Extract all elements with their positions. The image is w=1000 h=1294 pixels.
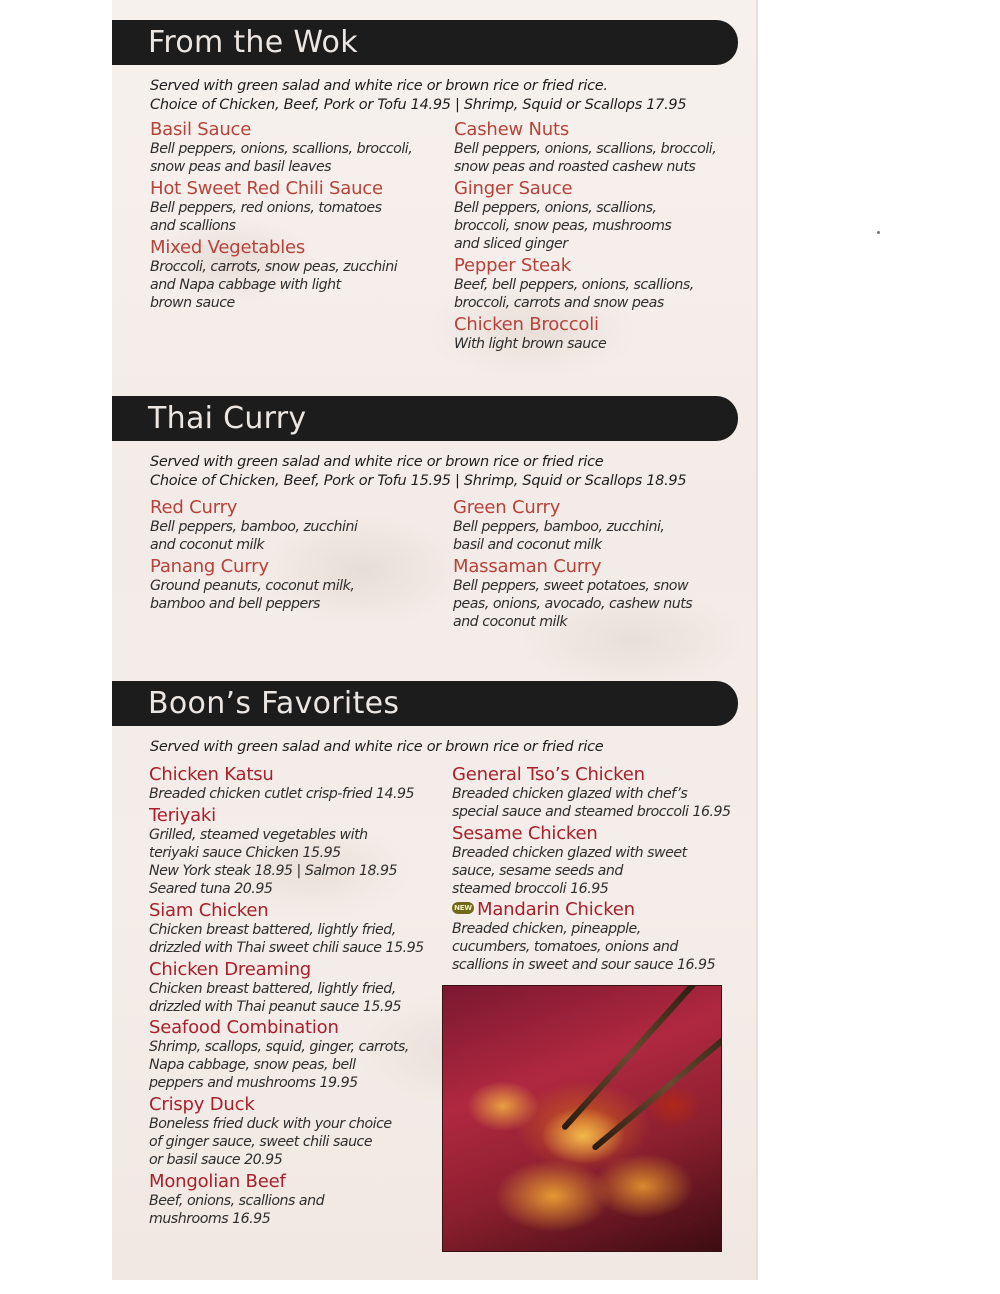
item-name: Pepper Steak [454, 255, 571, 276]
menu-item-chicken-katsu [149, 764, 449, 803]
item-desc: Grilled, steamed vegetables with [149, 827, 368, 843]
item-name: Siam Chicken [149, 900, 269, 921]
item-desc: and coconut milk [453, 614, 568, 630]
menu-item-basil-sauce [150, 119, 450, 176]
item-desc: of ginger sauce, sweet chili sauce [149, 1134, 373, 1150]
menu-item-sesame-chicken [452, 823, 752, 898]
menu-item-general-tsos-chicken [452, 764, 752, 821]
item-desc: Breaded chicken cutlet crisp-fried 14.95 [149, 786, 415, 802]
curry-intro-line1: Served with green salad and white rice or brown rice or fried rice [150, 454, 604, 470]
item-desc: special sauce and steamed broccoli 16.95 [452, 804, 731, 820]
menu-item-red-curry [150, 497, 450, 554]
menu-item-mongolian-beef [149, 1171, 449, 1228]
curry-intro-line2: Choice of Chicken, Beef, Pork or Tofu 15.95 | Shrimp, Squid or Scallops 18.95 [150, 473, 687, 489]
page-edge [756, 0, 758, 1280]
item-desc: broccoli, snow peas, mushrooms [454, 218, 672, 234]
item-name: Hot Sweet Red Chili Sauce [150, 178, 383, 199]
item-name: Mongolian Beef [149, 1171, 286, 1192]
menu-item-siam-chicken [149, 900, 449, 957]
item-desc: Breaded chicken glazed with sweet [452, 845, 687, 861]
item-desc: drizzled with Thai peanut sauce 15.95 [149, 999, 401, 1015]
menu-item-ginger-sauce [454, 178, 754, 253]
item-name: Chicken Dreaming [149, 959, 311, 980]
item-desc: Bell peppers, sweet potatoes, snow [453, 578, 689, 594]
item-name: Ginger Sauce [454, 178, 573, 199]
item-desc: peas, onions, avocado, cashew nuts [453, 596, 693, 612]
item-desc: With light brown sauce [454, 336, 607, 352]
item-name: Massaman Curry [453, 556, 602, 577]
menu-item-seafood-combination [149, 1017, 449, 1092]
item-desc: and sliced ginger [454, 236, 568, 252]
item-desc: cucumbers, tomatoes, onions and [452, 939, 678, 955]
item-desc: Shrimp, scallops, squid, ginger, carrots, [149, 1039, 409, 1055]
menu-item-chicken-broccoli [454, 314, 754, 353]
item-name: Chicken Katsu [149, 764, 274, 785]
item-desc: teriyaki sauce Chicken 15.95 [149, 845, 341, 861]
item-name: Seafood Combination [149, 1017, 339, 1038]
item-desc: peppers and mushrooms 19.95 [149, 1075, 358, 1091]
menu-item-mandarin-chicken [452, 899, 752, 974]
item-desc: Breaded chicken glazed with chef’s [452, 786, 688, 802]
item-desc: Bell peppers, onions, scallions, broccoli, [150, 141, 413, 157]
section-header-curry: Thai Curry [112, 396, 738, 441]
menu-item-mixed-vegetables [150, 237, 450, 312]
item-desc: Beef, onions, scallions and [149, 1193, 325, 1209]
item-desc: Bell peppers, red onions, tomatoes [150, 200, 382, 216]
menu-item-hot-sweet-red-chili [150, 178, 450, 235]
scan-speck [877, 231, 880, 234]
wok-intro-line1: Served with green salad and white rice or brown rice or fried rice. [150, 78, 608, 94]
menu-item-green-curry [453, 497, 753, 554]
item-name: Basil Sauce [150, 119, 252, 140]
item-desc: and coconut milk [150, 537, 265, 553]
item-name: Sesame Chicken [452, 823, 598, 844]
item-desc: Broccoli, carrots, snow peas, zucchini [150, 259, 398, 275]
item-desc: scallions in sweet and sour sauce 16.95 [452, 957, 716, 973]
food-photo [442, 985, 722, 1252]
item-name: Red Curry [150, 497, 238, 518]
item-name: Crispy Duck [149, 1094, 255, 1115]
item-desc: Seared tuna 20.95 [149, 881, 273, 897]
item-desc: Bell peppers, bamboo, zucchini [150, 519, 358, 535]
menu-item-pepper-steak [454, 255, 754, 312]
chopstick [591, 1018, 722, 1151]
item-desc: mushrooms 16.95 [149, 1211, 271, 1227]
item-desc: Bell peppers, bamboo, zucchini, [453, 519, 665, 535]
wok-intro-line2: Choice of Chicken, Beef, Pork or Tofu 14.95 | Shrimp, Squid or Scallops 17.95 [150, 97, 687, 113]
item-name: Chicken Broccoli [454, 314, 599, 335]
item-desc: basil and coconut milk [453, 537, 602, 553]
item-desc: drizzled with Thai sweet chili sauce 15.95 [149, 940, 424, 956]
section-header-wok: From the Wok [112, 20, 738, 65]
item-name: Panang Curry [150, 556, 269, 577]
item-desc: broccoli, carrots and snow peas [454, 295, 664, 311]
item-desc: Boneless fried duck with your choice [149, 1116, 392, 1132]
menu-item-chicken-dreaming [149, 959, 449, 1016]
new-badge: NEW [452, 902, 474, 914]
menu-item-crispy-duck [149, 1094, 449, 1169]
item-desc: Chicken breast battered, lightly fried, [149, 922, 396, 938]
item-desc: or basil sauce 20.95 [149, 1152, 283, 1168]
item-name: General Tso’s Chicken [452, 764, 645, 785]
item-desc: Beef, bell peppers, onions, scallions, [454, 277, 694, 293]
item-desc: New York steak 18.95 | Salmon 18.95 [149, 863, 398, 879]
item-name: Green Curry [453, 497, 561, 518]
item-desc: sauce, sesame seeds and [452, 863, 623, 879]
item-name: Cashew Nuts [454, 119, 570, 140]
item-desc: Bell peppers, onions, scallions, [454, 200, 657, 216]
item-desc: Napa cabbage, snow peas, bell [149, 1057, 356, 1073]
menu-item-cashew-nuts [454, 119, 754, 176]
item-desc: snow peas and basil leaves [150, 159, 332, 175]
item-desc: Chicken breast battered, lightly fried, [149, 981, 396, 997]
item-desc: and scallions [150, 218, 236, 234]
menu-item-teriyaki [149, 805, 449, 898]
item-desc: bamboo and bell peppers [150, 596, 320, 612]
item-name [452, 899, 752, 920]
section-header-favorites: Boon’s Favorites [112, 681, 738, 726]
chopstick [561, 985, 699, 1131]
item-desc: Ground peanuts, coconut milk, [150, 578, 355, 594]
item-desc: Breaded chicken, pineapple, [452, 921, 641, 937]
item-desc: Bell peppers, onions, scallions, broccoli, [454, 141, 717, 157]
menu-item-panang-curry [150, 556, 450, 613]
item-desc: snow peas and roasted cashew nuts [454, 159, 696, 175]
item-desc: steamed broccoli 16.95 [452, 881, 609, 897]
item-desc: brown sauce [150, 295, 235, 311]
item-name-text: Mandarin Chicken [477, 899, 635, 920]
favorites-intro: Served with green salad and white rice or brown rice or fried rice [150, 739, 604, 755]
item-name: Mixed Vegetables [150, 237, 306, 258]
item-desc: and Napa cabbage with light [150, 277, 341, 293]
item-name: Teriyaki [149, 805, 216, 826]
menu-item-massaman-curry [453, 556, 753, 631]
